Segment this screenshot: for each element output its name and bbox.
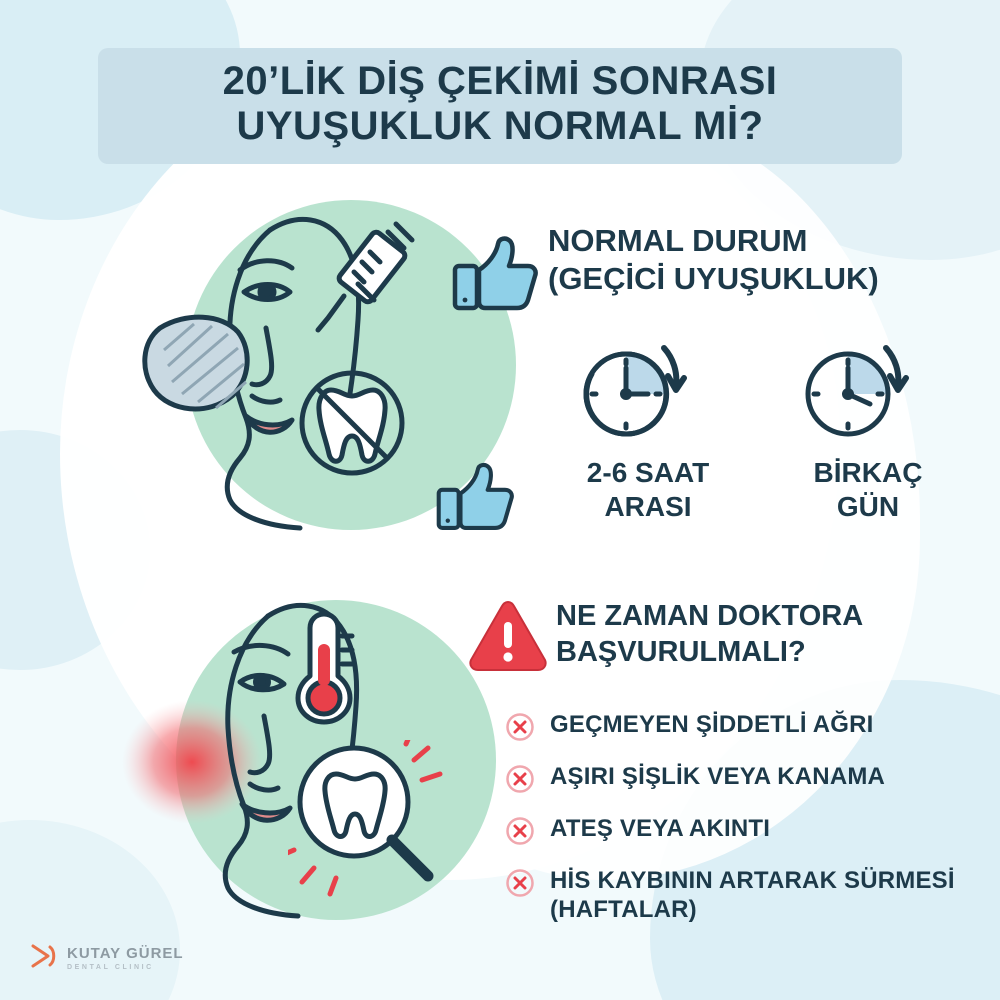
list-item-label: AŞIRI ŞİŞLİK VEYA KANAMA <box>550 763 886 790</box>
list-item-label: GEÇMEYEN ŞİDDETLİ AĞRI <box>550 711 874 738</box>
duration-label-1 <box>538 456 758 523</box>
syringe-icon <box>300 218 440 348</box>
duration-label-2-line-2: GÜN <box>836 490 900 522</box>
clock-icon-1 <box>556 330 696 450</box>
list-item <box>506 866 976 925</box>
duration-label-2-line-1: BİRKAÇ <box>813 457 923 488</box>
duration-label-1-line-2: ARASI <box>604 490 692 522</box>
warning-list <box>506 710 976 941</box>
title-line-2: UYUŞUKLUK NORMAL Mİ? <box>236 104 764 148</box>
thumbs-up-icon <box>452 236 538 314</box>
duration-label-1-line-1: 2-6 SAAT <box>586 457 710 488</box>
thumbs-up-icon-secondary <box>436 462 514 534</box>
page-title <box>98 48 902 164</box>
x-circle-icon <box>506 869 534 902</box>
warning-heading <box>556 598 956 671</box>
list-item <box>506 710 976 746</box>
warning-heading-line-1: NE ZAMAN DOKTORA <box>556 600 864 632</box>
list-item-label: HİS KAYBININ ARTARAK SÜRMESİ (HAFTALAR) <box>550 867 955 924</box>
magnifier-tooth-icon <box>288 740 458 900</box>
warning-heading-line-2: BAŞVURULMALI? <box>556 636 806 669</box>
brand-name: KUTAY GÜREL <box>67 945 184 962</box>
normal-state-heading-line-2: (GEÇİCİ UYUŞUKLUK) <box>548 260 879 296</box>
normal-state-heading-line-1: NORMAL DURUM <box>548 223 808 258</box>
title-line-1: 20’LİK DİŞ ÇEKİMİ SONRASI <box>222 59 778 104</box>
thermometer-icon <box>280 600 370 730</box>
x-circle-icon <box>506 817 534 850</box>
warning-triangle-icon <box>466 598 550 674</box>
kutay-gurel-logo-icon <box>28 941 58 976</box>
brand-tagline: DENTAL CLINIC <box>67 964 154 971</box>
no-tooth-icon <box>296 368 416 478</box>
list-item-label: ATEŞ VEYA AKINTI <box>550 815 771 842</box>
clock-icon-2 <box>778 330 918 450</box>
x-circle-icon <box>506 713 534 746</box>
x-circle-icon <box>506 765 534 798</box>
duration-label-2 <box>768 456 968 523</box>
normal-state-heading <box>548 222 948 298</box>
footer-logo <box>28 941 184 976</box>
list-item <box>506 814 976 850</box>
list-item <box>506 762 976 798</box>
